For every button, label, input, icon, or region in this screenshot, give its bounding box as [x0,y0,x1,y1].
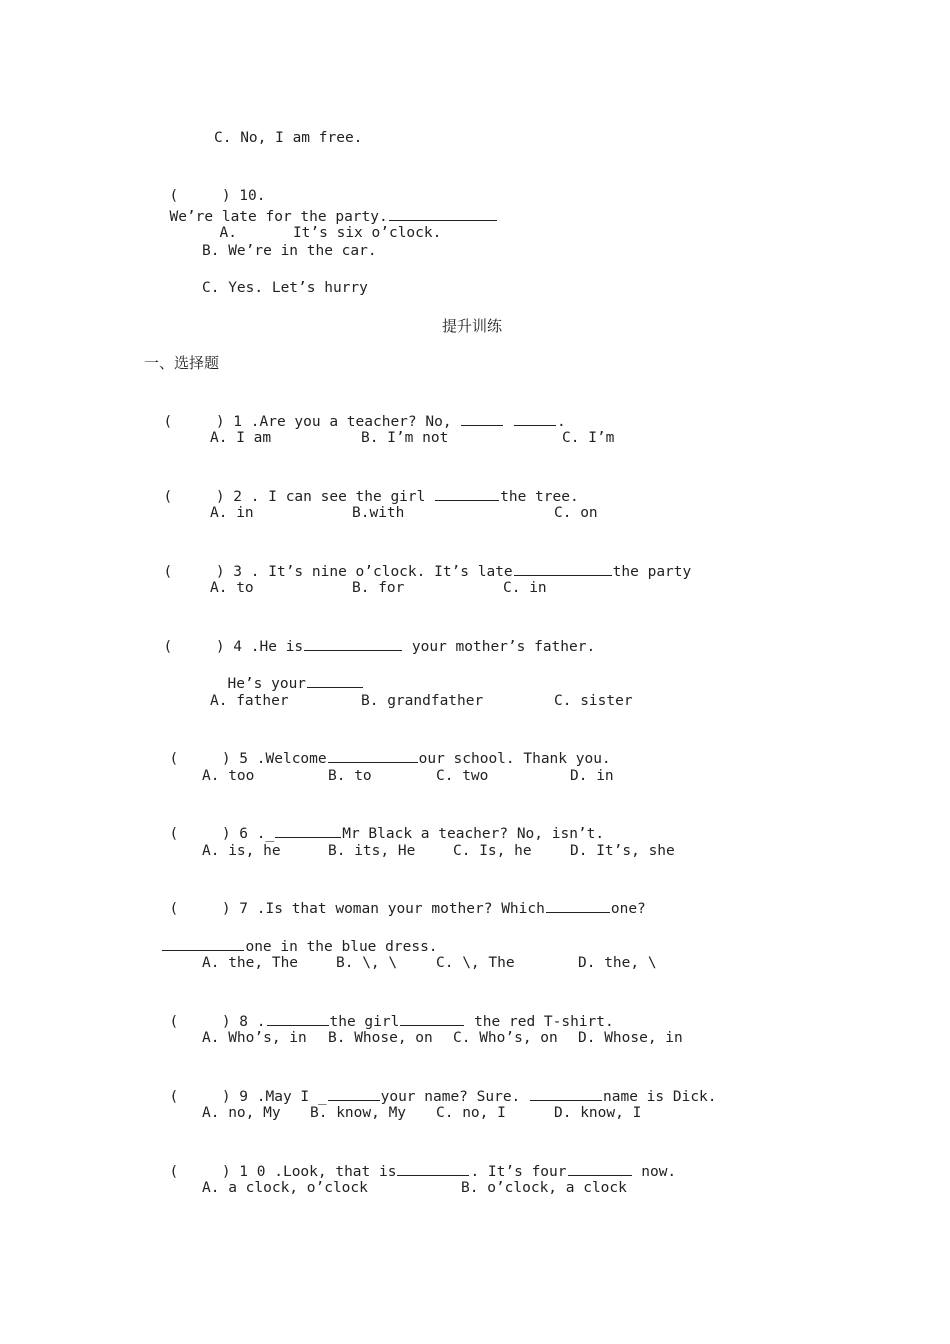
q7-option-b: B. \, \ [336,955,398,971]
q10-option-b: B. o’clock, a clock [461,1180,627,1196]
q4-option-c: C. sister [554,693,633,709]
q9-option-b: B. know, My [310,1105,407,1121]
question-text: I can see the girl [259,489,435,505]
question-10 [152,1141,676,1182]
question-text-end: the party [612,564,692,580]
question-4-line-2 [210,653,364,694]
question-3 [146,541,691,582]
question-text-end: the red T-shirt. [465,1014,614,1030]
q1-option-c: C. I’m [562,430,615,446]
answer-paren: ( ) 3 . [163,564,260,580]
question-text: May I _ [265,1089,327,1105]
answer-blank [397,1161,469,1176]
answer-blank [304,636,402,651]
answer-blank [568,1161,632,1176]
question-text: Look, that is [282,1164,397,1180]
q6-option-a: A. is, he [202,843,281,859]
answer-blank [514,411,556,426]
question-text: He’s your [227,676,307,692]
answer-paren: ( ) 10. [169,188,266,204]
answer-paren: ( ) 8 . [169,1014,266,1030]
q6-option-b: B. its, He [328,843,416,859]
option-letter: A. [219,225,237,241]
question-text-end: now. [632,1164,677,1180]
answer-blank [162,936,244,951]
answer-paren: ( ) 4 . [163,639,260,655]
answer-blank [435,486,499,501]
q8-option-b: B. Whose, on [328,1030,433,1046]
q3-option-c: C. in [503,580,547,596]
prev-q10-option-b: B. We’re in the car. [202,243,377,259]
question-text-gap [504,414,513,430]
answer-blank [461,411,503,426]
question-text-mid: your name? Sure. [380,1089,530,1105]
q9-option-a: A. no, My [202,1105,281,1121]
prev-q10-option-c: C. Yes. Let’s hurry [202,280,368,296]
answer-paren: ( ) 1 0 . [169,1164,283,1180]
answer-blank [275,823,341,838]
q5-option-d: D. in [570,768,614,784]
q5-option-a: A. too [202,768,255,784]
answer-blank [328,748,418,763]
prev-q10-option-a [202,203,441,243]
answer-blank [267,1011,329,1026]
section-title: 提升训练 [442,317,503,335]
q6-option-d: D. It’s, she [570,843,675,859]
question-text-end: name is Dick. [603,1089,717,1105]
question-text-mid: . It’s four [470,1164,567,1180]
question-6 [152,803,604,844]
answer-blank [530,1086,602,1101]
q8-option-c: C. Who’s, on [453,1030,558,1046]
q5-option-c: C. two [436,768,489,784]
answer-paren: ( ) 2 . [163,489,260,505]
q7-option-c: C. \, The [436,955,515,971]
q8-option-a: A. Who’s, in [202,1030,307,1046]
answer-blank [307,673,363,688]
answer-blank [328,1086,380,1101]
q7-option-a: A. the, The [202,955,299,971]
question-text: Welcome [265,751,327,767]
question-4 [146,616,595,657]
q10-option-a: A. a clock, o’clock [202,1180,368,1196]
answer-paren: ( ) 5 . [169,751,266,767]
q6-option-c: C. Is, he [453,843,532,859]
question-5 [152,728,611,769]
q9-option-c: C. No, I am free. [214,130,363,146]
q3-option-b: B. for [352,580,405,596]
question-1 [146,391,566,432]
option-text: It’s six o’clock. [292,225,442,241]
q9-option-c: C. no, I [436,1105,506,1121]
q4-option-b: B. grandfather [361,693,484,709]
answer-blank [400,1011,464,1026]
question-text-end: our school. Thank you. [418,751,611,767]
question-text: He is [259,639,304,655]
question-2 [146,466,579,507]
q1-option-b: B. I’m not [361,430,449,446]
answer-paren: ( ) 9 . [169,1089,266,1105]
q9-option-d: D. know, I [554,1105,642,1121]
section-header: 一、选择题 [144,354,220,372]
q8-option-d: D. Whose, in [578,1030,683,1046]
q4-option-a: A. father [210,693,289,709]
question-text-end: the tree. [500,489,579,505]
q1-option-a: A. I am [210,430,272,446]
q3-option-a: A. to [210,580,254,596]
question-text: Are you a teacher? No, [259,414,461,430]
q7-option-d: D. the, \ [578,955,657,971]
question-7-line-2 [144,916,438,957]
question-text: It’s nine o’clock. It’s late [259,564,513,580]
question-text: Is that woman your mother? Which [265,901,545,917]
question-text: one in the blue dress. [245,939,438,955]
answer-paren: ( ) 1 . [163,414,260,430]
answer-blank [514,561,612,576]
question-text-end: Mr Black a teacher? No, isn’t. [342,826,605,842]
q5-option-b: B. to [328,768,372,784]
question-8 [152,991,614,1032]
question-text-end: your mother’s father. [403,639,596,655]
question-text: _ [265,826,275,842]
answer-paren: ( ) 6 . [169,826,266,842]
answer-blank [546,898,610,913]
question-text-end: . [557,414,566,430]
answer-paren: ( ) 7 . [169,901,266,917]
question-text: the girl [329,1014,400,1030]
question-text-end: one? [610,901,646,917]
question-7 [152,878,646,919]
question-9 [152,1066,717,1107]
q2-option-c: C. on [554,505,598,521]
q2-option-b: B.with [352,505,405,521]
q2-option-a: A. in [210,505,254,521]
question-text: We’re late for the party. [169,209,388,225]
